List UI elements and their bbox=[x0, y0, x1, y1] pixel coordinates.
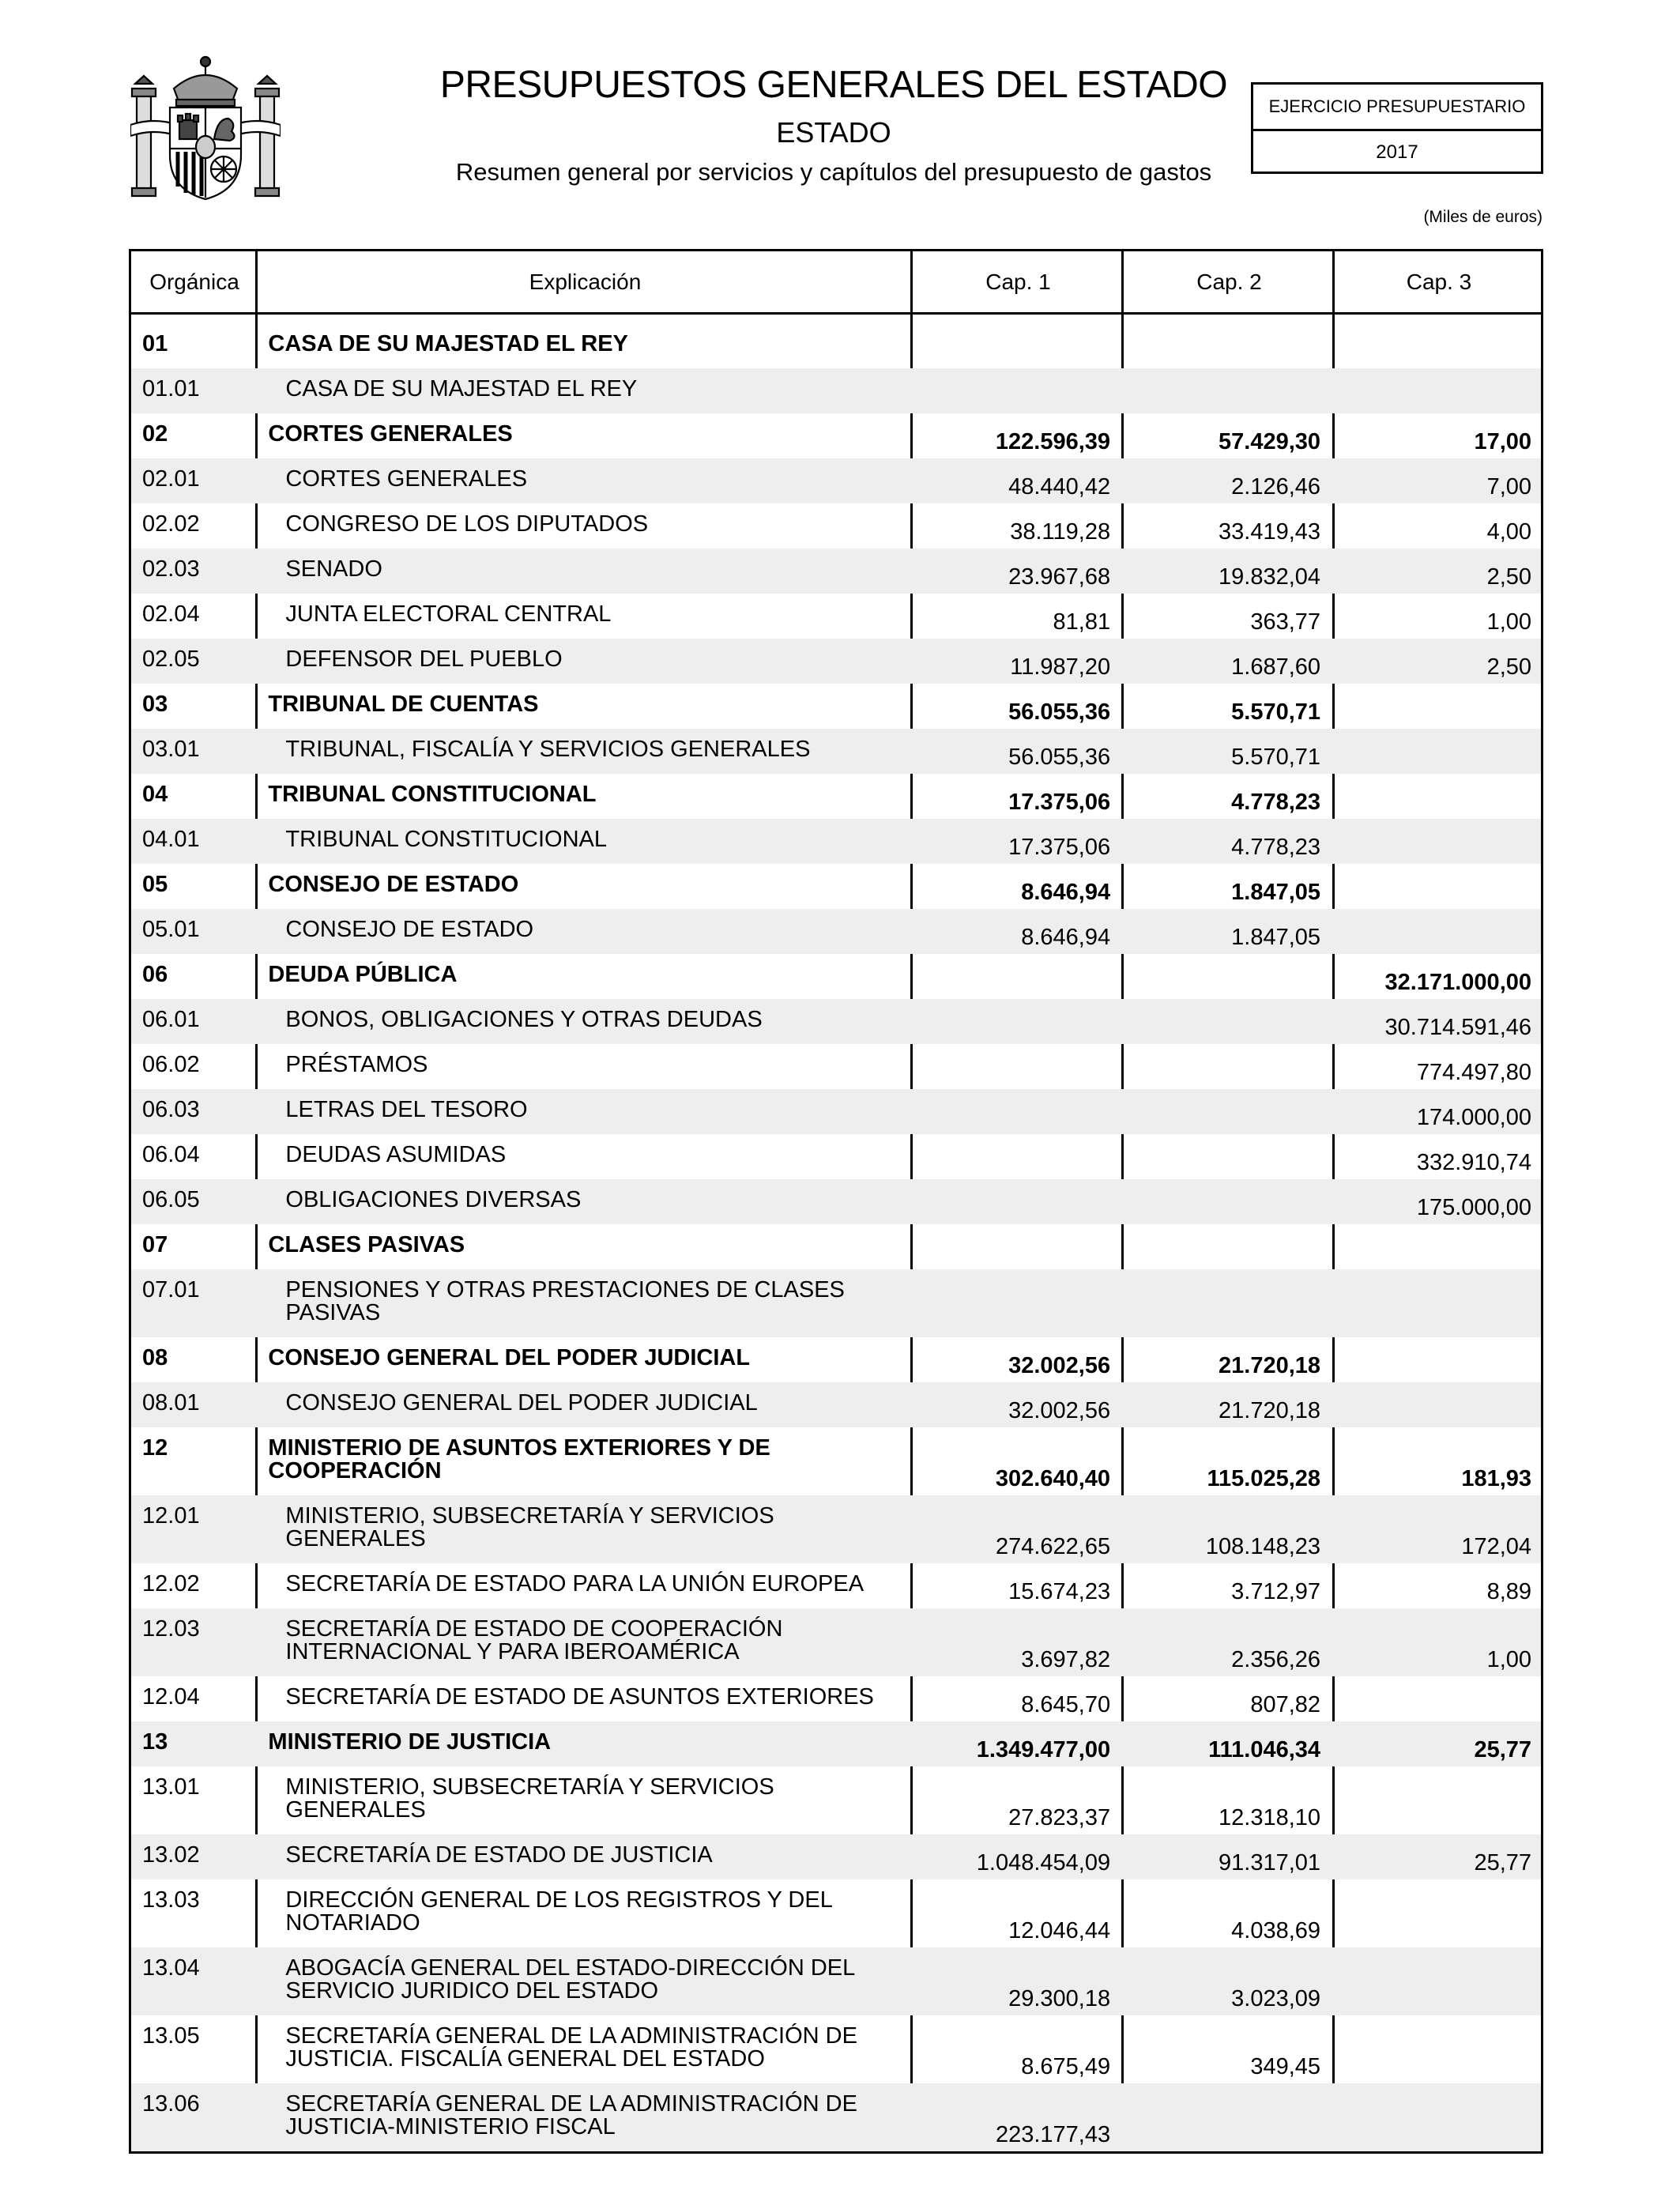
explicacion-cell bbox=[257, 2015, 910, 2083]
cap2-value: 4.778,23 bbox=[1231, 790, 1321, 815]
exercise-box bbox=[1251, 82, 1543, 174]
table-row bbox=[131, 774, 1541, 819]
explicacion-text: CONSEJO DE ESTADO bbox=[285, 917, 534, 942]
cap3-value: 25,77 bbox=[1474, 1850, 1532, 1875]
table-row bbox=[131, 1879, 1541, 1947]
cap1-value: 38.119,28 bbox=[1010, 519, 1111, 545]
explicacion-text: TRIBUNAL CONSTITUCIONAL bbox=[268, 782, 597, 807]
cap1-value bbox=[910, 323, 1120, 368]
cap2-value: 19.832,04 bbox=[1219, 564, 1321, 590]
cap1-value: 223.177,43 bbox=[995, 2122, 1111, 2147]
cap3-value bbox=[1330, 909, 1541, 954]
cap1-value: 8.645,70 bbox=[1021, 1692, 1111, 1717]
organica-code: 06.01 bbox=[142, 1007, 200, 1032]
cap2-value: 21.720,18 bbox=[1219, 1398, 1321, 1423]
coat-of-arms-icon bbox=[130, 54, 281, 204]
organica-code: 12.01 bbox=[142, 1503, 200, 1529]
explicacion-cell bbox=[257, 684, 910, 729]
cap2-value bbox=[1120, 954, 1330, 999]
cap2-value bbox=[1120, 368, 1330, 413]
cap3-value bbox=[1330, 684, 1541, 729]
explicacion-text: CORTES GENERALES bbox=[285, 466, 528, 492]
organica-code: 06.04 bbox=[142, 1142, 200, 1167]
explicacion-text: CLASES PASIVAS bbox=[268, 1232, 465, 1257]
cap3-value bbox=[1330, 1766, 1541, 1834]
explicacion-cell bbox=[257, 1563, 910, 1608]
table-row bbox=[131, 323, 1541, 368]
cap1-value: 302.640,40 bbox=[995, 1466, 1111, 1491]
explicacion-cell bbox=[257, 1044, 910, 1089]
cap1-value bbox=[910, 1179, 1120, 1224]
explicacion-text: GENERALES bbox=[285, 1526, 426, 1551]
explicacion-text: JUSTICIA. FISCALÍA GENERAL DEL ESTADO bbox=[285, 2046, 765, 2071]
organica-code: 13.04 bbox=[142, 1955, 200, 1981]
cap3-value bbox=[1330, 2015, 1541, 2083]
explicacion-cell bbox=[257, 458, 910, 503]
explicacion-text: MINISTERIO DE JUSTICIA bbox=[268, 1729, 552, 1755]
table-row bbox=[131, 1947, 1541, 2015]
explicacion-cell bbox=[257, 503, 910, 548]
cap2-value: 4.038,69 bbox=[1231, 1918, 1321, 1943]
cap1-value: 122.596,39 bbox=[995, 429, 1111, 454]
organica-code: 13.03 bbox=[142, 1887, 200, 1913]
table-body bbox=[131, 323, 1541, 2151]
organica-code: 07 bbox=[142, 1232, 168, 1257]
cap1-value: 56.055,36 bbox=[1008, 745, 1111, 770]
organica-code: 12 bbox=[142, 1435, 168, 1461]
explicacion-text: DIRECCIÓN GENERAL DE LOS REGISTROS Y DEL bbox=[285, 1887, 833, 1913]
organica-code: 13.06 bbox=[142, 2091, 200, 2117]
cap3-value bbox=[1330, 864, 1541, 909]
cap3-value: 7,00 bbox=[1486, 474, 1532, 499]
explicacion-cell bbox=[257, 1269, 910, 1337]
page-subtitle: ESTADO bbox=[776, 116, 891, 149]
cap3-value bbox=[1330, 368, 1541, 413]
explicacion-text: CONSEJO DE ESTADO bbox=[268, 872, 519, 897]
explicacion-text: BONOS, OBLIGACIONES Y OTRAS DEUDAS bbox=[285, 1007, 763, 1032]
cap3-value bbox=[1330, 1879, 1541, 1947]
organica-code: 07.01 bbox=[142, 1277, 200, 1302]
units-note: (Miles de euros) bbox=[1423, 208, 1543, 226]
explicacion-text: COOPERACIÓN bbox=[268, 1458, 442, 1483]
organica-code: 02.02 bbox=[142, 511, 200, 537]
cap2-value: 57.429,30 bbox=[1219, 429, 1321, 454]
cap3-value bbox=[1330, 1337, 1541, 1382]
table-row bbox=[131, 594, 1541, 639]
explicacion-cell bbox=[257, 1427, 910, 1495]
explicacion-cell bbox=[257, 864, 910, 909]
table-row bbox=[131, 368, 1541, 413]
cap1-value: 8.646,94 bbox=[1021, 880, 1111, 905]
explicacion-cell bbox=[257, 1224, 910, 1269]
page-title: PRESUPUESTOS GENERALES DEL ESTADO bbox=[439, 64, 1228, 106]
explicacion-text: PRÉSTAMOS bbox=[285, 1052, 428, 1077]
table-row bbox=[131, 458, 1541, 503]
explicacion-cell bbox=[257, 594, 910, 639]
cap2-value bbox=[1120, 2083, 1330, 2151]
explicacion-text: JUSTICIA-MINISTERIO FISCAL bbox=[285, 2114, 616, 2139]
table-row bbox=[131, 684, 1541, 729]
cap1-value: 23.967,68 bbox=[1008, 564, 1111, 590]
cap1-value: 48.440,42 bbox=[1008, 474, 1111, 499]
explicacion-cell bbox=[257, 1089, 910, 1134]
explicacion-text: SENADO bbox=[285, 556, 382, 582]
column-header-cap2: Cap. 2 bbox=[1196, 270, 1262, 294]
explicacion-cell bbox=[257, 1337, 910, 1382]
explicacion-text: CASA DE SU MAJESTAD EL REY bbox=[285, 376, 638, 401]
table-row bbox=[131, 1134, 1541, 1179]
cap3-value bbox=[1330, 1676, 1541, 1721]
cap1-value bbox=[910, 1269, 1120, 1337]
table-row bbox=[131, 1563, 1541, 1608]
explicacion-text: TRIBUNAL DE CUENTAS bbox=[268, 692, 539, 717]
organica-code: 13.02 bbox=[142, 1842, 200, 1868]
exercise-label: EJERCICIO PRESUPUESTARIO bbox=[1253, 85, 1541, 131]
table-row bbox=[131, 503, 1541, 548]
cap2-value: 21.720,18 bbox=[1219, 1353, 1321, 1378]
organica-code: 02.03 bbox=[142, 556, 200, 582]
cap1-value: 27.823,37 bbox=[1008, 1805, 1111, 1830]
cap1-value: 1.048.454,09 bbox=[976, 1850, 1111, 1875]
explicacion-cell bbox=[257, 368, 910, 413]
explicacion-cell bbox=[257, 1721, 910, 1766]
exercise-year: 2017 bbox=[1376, 141, 1418, 163]
explicacion-cell bbox=[257, 1947, 910, 2015]
cap3-value: 1,00 bbox=[1486, 1647, 1532, 1672]
explicacion-cell bbox=[257, 413, 910, 458]
table-row bbox=[131, 639, 1541, 684]
table-row bbox=[131, 2015, 1541, 2083]
cap1-value bbox=[910, 1089, 1120, 1134]
cap3-value bbox=[1330, 1947, 1541, 2015]
cap3-value: 2,50 bbox=[1486, 564, 1532, 590]
cap3-value: 32.171.000,00 bbox=[1384, 970, 1532, 995]
cap2-value bbox=[1120, 1134, 1330, 1179]
cap2-value: 2.356,26 bbox=[1231, 1647, 1321, 1672]
cap2-value: 111.046,34 bbox=[1208, 1737, 1321, 1762]
cap1-value: 12.046,44 bbox=[1008, 1918, 1111, 1943]
cap1-value bbox=[910, 999, 1120, 1044]
cap1-value: 29.300,18 bbox=[1008, 1986, 1111, 2011]
table-row bbox=[131, 1224, 1541, 1269]
explicacion-text: SECRETARÍA DE ESTADO DE COOPERACIÓN bbox=[285, 1616, 783, 1642]
cap3-value: 17,00 bbox=[1474, 429, 1532, 454]
cap2-value: 33.419,43 bbox=[1219, 519, 1321, 545]
cap2-value: 12.318,10 bbox=[1219, 1805, 1321, 1830]
cap1-value: 17.375,06 bbox=[1008, 790, 1111, 815]
explicacion-cell bbox=[257, 999, 910, 1044]
cap1-value: 3.697,82 bbox=[1021, 1647, 1111, 1672]
explicacion-text: GENERALES bbox=[285, 1797, 426, 1823]
explicacion-text: SERVICIO JURIDICO DEL ESTADO bbox=[285, 1978, 659, 2004]
cap2-value: 5.570,71 bbox=[1231, 745, 1321, 770]
explicacion-text: OBLIGACIONES DIVERSAS bbox=[285, 1187, 582, 1212]
cap2-value: 91.317,01 bbox=[1219, 1850, 1321, 1875]
cap2-value: 108.148,23 bbox=[1205, 1534, 1321, 1559]
cap2-value: 1.847,05 bbox=[1231, 925, 1321, 950]
cap3-value: 4,00 bbox=[1486, 519, 1532, 545]
cap3-value bbox=[1330, 729, 1541, 774]
column-header-explicacion: Explicación bbox=[529, 270, 642, 294]
explicacion-text: SECRETARÍA GENERAL DE LA ADMINISTRACIÓN DE bbox=[285, 2091, 857, 2117]
cap3-value bbox=[1330, 774, 1541, 819]
explicacion-cell bbox=[257, 1766, 910, 1834]
cap2-value: 3.023,09 bbox=[1231, 1986, 1321, 2011]
explicacion-text: SECRETARÍA DE ESTADO DE ASUNTOS EXTERIORES bbox=[285, 1684, 874, 1710]
organica-code: 01.01 bbox=[142, 376, 200, 401]
explicacion-cell bbox=[257, 774, 910, 819]
organica-code: 02.04 bbox=[142, 601, 200, 627]
explicacion-text: DEUDA PÚBLICA bbox=[268, 962, 458, 987]
cap1-value: 15.674,23 bbox=[1008, 1579, 1111, 1604]
cap2-value bbox=[1120, 1224, 1330, 1269]
cap3-value: 181,93 bbox=[1461, 1466, 1532, 1491]
cap2-value: 115.025,28 bbox=[1207, 1466, 1321, 1491]
explicacion-text: PENSIONES Y OTRAS PRESTACIONES DE CLASES bbox=[285, 1277, 845, 1302]
explicacion-text: MINISTERIO DE ASUNTOS EXTERIORES Y DE bbox=[268, 1435, 770, 1461]
organica-code: 08.01 bbox=[142, 1390, 200, 1416]
cap1-value: 32.002,56 bbox=[1008, 1353, 1111, 1378]
cap1-value bbox=[910, 1134, 1120, 1179]
cap2-value: 1.847,05 bbox=[1231, 880, 1321, 905]
cap3-value: 25,77 bbox=[1474, 1737, 1532, 1762]
explicacion-text: CASA DE SU MAJESTAD EL REY bbox=[268, 331, 628, 356]
explicacion-text: PASIVAS bbox=[285, 1300, 381, 1325]
cap3-value bbox=[1330, 1224, 1541, 1269]
cap1-value: 8.646,94 bbox=[1021, 925, 1111, 950]
explicacion-cell bbox=[257, 2083, 910, 2151]
explicacion-cell bbox=[257, 1834, 910, 1879]
organica-code: 13.05 bbox=[142, 2023, 200, 2049]
cap2-value bbox=[1120, 1044, 1330, 1089]
cap3-value: 2,50 bbox=[1486, 654, 1532, 680]
explicacion-cell bbox=[257, 819, 910, 864]
organica-code: 06.03 bbox=[142, 1097, 200, 1122]
table-header bbox=[131, 251, 1541, 315]
cap3-value: 1,00 bbox=[1486, 609, 1532, 635]
cap2-value: 4.778,23 bbox=[1231, 835, 1321, 860]
table-row bbox=[131, 1834, 1541, 1879]
cap2-value: 349,45 bbox=[1250, 2054, 1321, 2079]
explicacion-text: DEFENSOR DEL PUEBLO bbox=[285, 647, 563, 672]
table-row bbox=[131, 1089, 1541, 1134]
organica-code: 05.01 bbox=[142, 917, 200, 942]
cap1-value: 8.675,49 bbox=[1021, 2054, 1111, 2079]
column-header-organica: Orgánica bbox=[149, 270, 239, 294]
organica-code: 12.04 bbox=[142, 1684, 200, 1710]
table-row bbox=[131, 1269, 1541, 1337]
column-header-cap3: Cap. 3 bbox=[1406, 270, 1472, 294]
explicacion-text: CONGRESO DE LOS DIPUTADOS bbox=[285, 511, 649, 537]
cap1-value: 274.622,65 bbox=[995, 1534, 1111, 1559]
table-row bbox=[131, 1382, 1541, 1427]
organica-code: 08 bbox=[142, 1345, 168, 1370]
cap2-value: 5.570,71 bbox=[1231, 699, 1321, 725]
cap3-value: 774.497,80 bbox=[1416, 1060, 1532, 1085]
cap3-value: 8,89 bbox=[1486, 1579, 1532, 1604]
table-row bbox=[131, 548, 1541, 594]
table-row bbox=[131, 1427, 1541, 1495]
cap3-value: 332.910,74 bbox=[1416, 1150, 1532, 1175]
table-row bbox=[131, 1044, 1541, 1089]
cap3-value bbox=[1330, 323, 1541, 368]
cap1-value bbox=[910, 954, 1120, 999]
cap3-value: 172,04 bbox=[1461, 1534, 1532, 1559]
table-row bbox=[131, 954, 1541, 999]
explicacion-text: TRIBUNAL, FISCALÍA Y SERVICIOS GENERALES bbox=[285, 737, 811, 762]
organica-code: 03.01 bbox=[142, 737, 200, 762]
table-row bbox=[131, 999, 1541, 1044]
explicacion-text: CONSEJO GENERAL DEL PODER JUDICIAL bbox=[285, 1390, 758, 1416]
cap3-value: 174.000,00 bbox=[1416, 1105, 1532, 1130]
organica-code: 04 bbox=[142, 782, 168, 807]
explicacion-text: CONSEJO GENERAL DEL PODER JUDICIAL bbox=[268, 1345, 751, 1370]
table-row bbox=[131, 1766, 1541, 1834]
explicacion-cell bbox=[257, 1382, 910, 1427]
explicacion-text: SECRETARÍA GENERAL DE LA ADMINISTRACIÓN DE bbox=[285, 2023, 857, 2049]
explicacion-text: LETRAS DEL TESORO bbox=[285, 1097, 528, 1122]
explicacion-cell bbox=[257, 1179, 910, 1224]
table-row bbox=[131, 729, 1541, 774]
cap1-value: 56.055,36 bbox=[1008, 699, 1111, 725]
cap1-value bbox=[910, 1224, 1120, 1269]
explicacion-text: CORTES GENERALES bbox=[268, 421, 513, 447]
organica-code: 04.01 bbox=[142, 827, 200, 852]
table-row bbox=[131, 1676, 1541, 1721]
table-row bbox=[131, 413, 1541, 458]
table-row bbox=[131, 2083, 1541, 2151]
explicacion-text: TRIBUNAL CONSTITUCIONAL bbox=[285, 827, 607, 852]
organica-code: 12.03 bbox=[142, 1616, 200, 1642]
cap1-value: 32.002,56 bbox=[1008, 1398, 1111, 1423]
cap1-value bbox=[910, 368, 1120, 413]
organica-code: 13.01 bbox=[142, 1774, 200, 1800]
cap3-value: 30.714.591,46 bbox=[1384, 1015, 1532, 1040]
table-row bbox=[131, 1337, 1541, 1382]
organica-code: 12.02 bbox=[142, 1571, 200, 1596]
explicacion-cell bbox=[257, 954, 910, 999]
table-row bbox=[131, 1721, 1541, 1766]
organica-code: 06 bbox=[142, 962, 168, 987]
explicacion-text: MINISTERIO, SUBSECRETARÍA Y SERVICIOS bbox=[285, 1774, 774, 1800]
organica-code: 03 bbox=[142, 692, 168, 717]
explicacion-text: ABOGACÍA GENERAL DEL ESTADO-DIRECCIÓN DEL bbox=[285, 1955, 856, 1981]
cap1-value: 81,81 bbox=[1053, 609, 1111, 635]
explicacion-cell bbox=[257, 909, 910, 954]
table-row bbox=[131, 1495, 1541, 1563]
organica-code: 05 bbox=[142, 872, 168, 897]
organica-code: 01 bbox=[142, 331, 168, 356]
cap2-value: 3.712,97 bbox=[1231, 1579, 1321, 1604]
table-row bbox=[131, 909, 1541, 954]
explicacion-cell bbox=[257, 323, 910, 368]
cap3-value bbox=[1330, 1269, 1541, 1337]
organica-code: 02 bbox=[142, 421, 168, 447]
explicacion-cell bbox=[257, 1608, 910, 1676]
cap2-value bbox=[1120, 1089, 1330, 1134]
cap2-value bbox=[1120, 1269, 1330, 1337]
explicacion-text: DEUDAS ASUMIDAS bbox=[285, 1142, 507, 1167]
explicacion-text: SECRETARÍA DE ESTADO PARA LA UNIÓN EUROPEA bbox=[285, 1571, 864, 1596]
explicacion-cell bbox=[257, 1495, 910, 1563]
organica-code: 02.01 bbox=[142, 466, 200, 492]
table-row bbox=[131, 1179, 1541, 1224]
column-header-cap1: Cap. 1 bbox=[985, 270, 1051, 294]
cap2-value: 363,77 bbox=[1250, 609, 1321, 635]
cap1-value: 11.987,20 bbox=[1010, 654, 1111, 680]
cap1-value bbox=[910, 1044, 1120, 1089]
cap2-value: 807,82 bbox=[1250, 1692, 1321, 1717]
cap2-value bbox=[1120, 323, 1330, 368]
explicacion-cell bbox=[257, 1879, 910, 1947]
cap3-value bbox=[1330, 2083, 1541, 2151]
budget-table bbox=[129, 249, 1543, 2154]
table-row bbox=[131, 819, 1541, 864]
table-row bbox=[131, 1608, 1541, 1676]
explicacion-cell bbox=[257, 1676, 910, 1721]
cap3-value bbox=[1330, 1382, 1541, 1427]
explicacion-text: INTERNACIONAL Y PARA IBEROAMÉRICA bbox=[285, 1639, 740, 1664]
organica-code: 02.05 bbox=[142, 647, 200, 672]
cap1-value: 1.349.477,00 bbox=[976, 1737, 1111, 1762]
organica-code: 06.02 bbox=[142, 1052, 200, 1077]
explicacion-cell bbox=[257, 639, 910, 684]
cap1-value: 17.375,06 bbox=[1008, 835, 1111, 860]
organica-code: 13 bbox=[142, 1729, 168, 1755]
explicacion-cell bbox=[257, 1134, 910, 1179]
cap2-value: 2.126,46 bbox=[1231, 474, 1321, 499]
explicacion-text: NOTARIADO bbox=[285, 1910, 420, 1936]
organica-code: 06.05 bbox=[142, 1187, 200, 1212]
cap3-value bbox=[1330, 819, 1541, 864]
explicacion-text: JUNTA ELECTORAL CENTRAL bbox=[285, 601, 612, 627]
cap2-value: 1.687,60 bbox=[1231, 654, 1321, 680]
cap3-value: 175.000,00 bbox=[1416, 1195, 1532, 1220]
cap2-value bbox=[1120, 999, 1330, 1044]
explicacion-text: SECRETARÍA DE ESTADO DE JUSTICIA bbox=[285, 1842, 713, 1868]
page-description: Resumen general por servicios y capítulos del presupuesto de gastos bbox=[455, 158, 1212, 186]
explicacion-cell bbox=[257, 729, 910, 774]
cap2-value bbox=[1120, 1179, 1330, 1224]
table-row bbox=[131, 864, 1541, 909]
explicacion-text: MINISTERIO, SUBSECRETARÍA Y SERVICIOS bbox=[285, 1503, 774, 1529]
explicacion-cell bbox=[257, 548, 910, 594]
